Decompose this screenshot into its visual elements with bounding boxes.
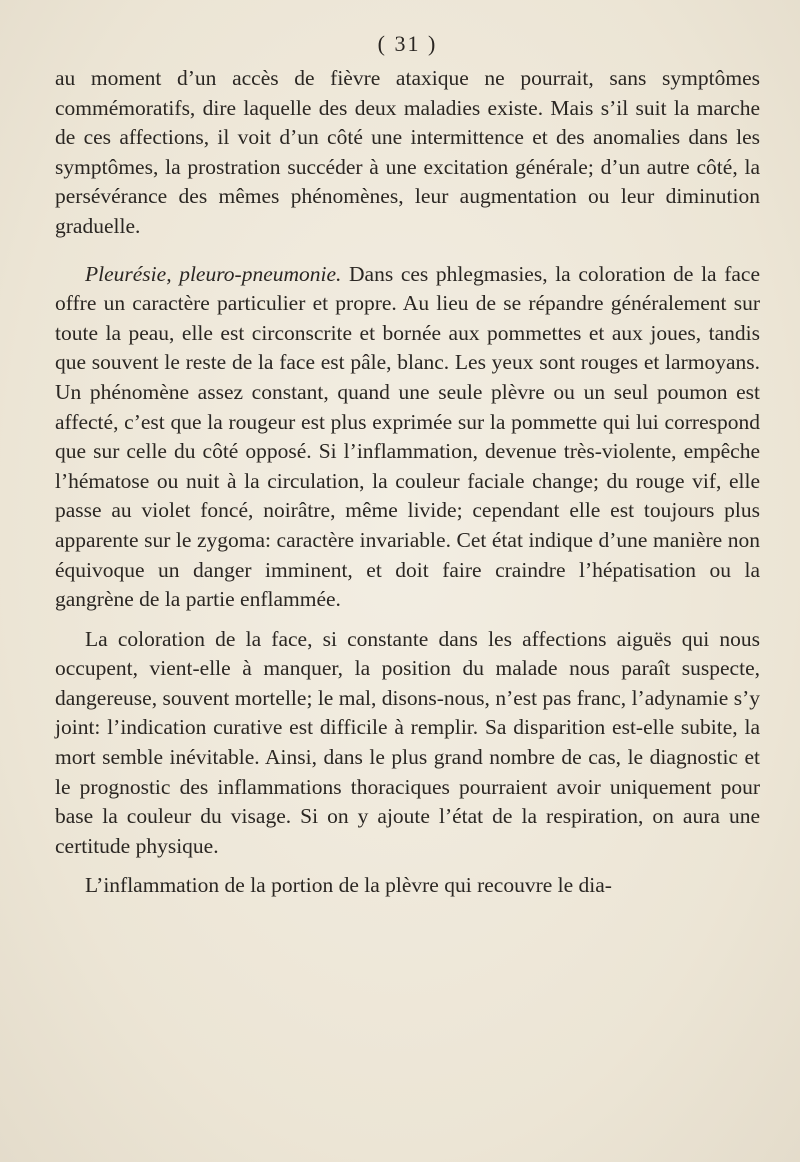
paragraph-coloration: La coloration de la face, si constante dans les affections aiguës qui nous occupent, vient-elle à manquer, la position du malade nous paraît suspecte, dangereuse, souvent mortelle; le mal, disons-nous, n’est pas franc, l’adynamie s’y joint: l’indication curative est difficile à remplir. Sa disparition est-elle subite, la mort semble inévitable. Ainsi, dans le plus grand nombre de cas, le diagnostic et le prognostic des inflammations thoraciques pourraient avoir uniquement pour base la couleur du visage. Si on y ajoute l’état de la respiration, on aura une certitude physique. xyxy=(55,626,760,858)
section-runin-heading: Pleurésie, pleuro-pneumonie. xyxy=(85,261,342,286)
paragraph-continuation: au moment d’un accès de fièvre ataxique ne pourrait, sans symptômes commémoratifs, dire laquelle des deux maladies existe. Mais s’il suit la marche de ces affections, il voit d’un côté une intermittence et des anomalies dans les symptômes, la prostration succéder à une excitation générale; d’un autre côté, la persévérance des mêmes phénomènes, leur augmentation ou leur diminution graduelle. xyxy=(55,66,760,238)
page-number: ( 31 ) xyxy=(377,31,438,56)
paragraph-body: Dans ces phlegmasies, la coloration de la face offre un caractère particulier et propre. Au lieu de se répandre généralement sur toute la peau, elle est circonscrite et bornée aux pommettes et aux joues, tandis que souvent le reste de la face est pâle, blanc. Les yeux sont rouges et larmoyans. Un phénomène assez constant, quand une seule plèvre ou un seul poumon est affecté, c’est que la rougeur est plus exprimée sur la pommette qui lui correspond que sur celle du côté opposé. Si l’inflammation, devenue très-violente, empêche l’hématose ou nuit à la circulation, la couleur faciale change; du rouge vif, elle passe au violet foncé, noirâtre, même livide; cependant elle est toujours plus apparente sur le zygoma: caractère invariable. Cet état indique d’une manière non équivoque un danger imminent, et doit faire craindre l’hépatisation ou la gangrène de la partie enflammée. xyxy=(55,261,760,612)
paragraph-pleuresie xyxy=(55,260,760,615)
paragraph-inflammation: L’inflammation de la portion de la plèvre qui recouvre le dia- xyxy=(85,873,612,898)
